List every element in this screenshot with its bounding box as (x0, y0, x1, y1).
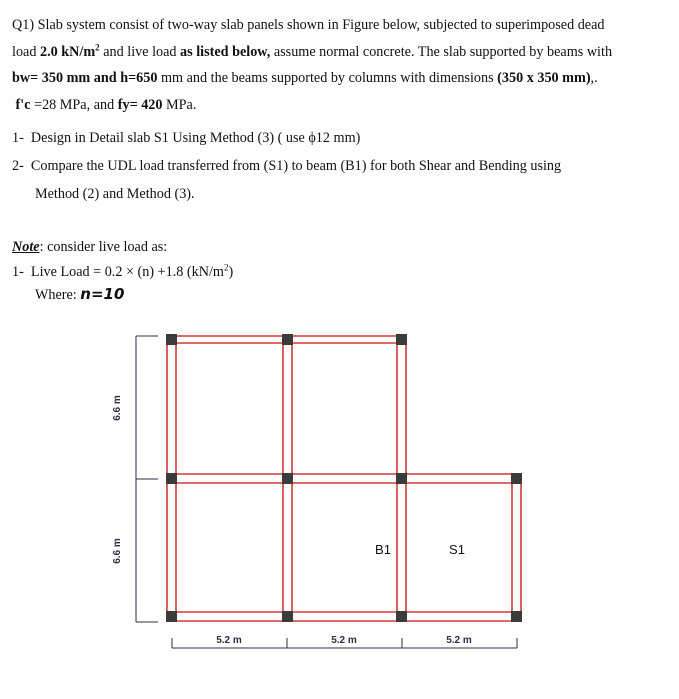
live-load-ref: as listed below, (180, 43, 271, 60)
beam-dims: bw= 350 mm and h=650 (12, 70, 158, 86)
slab-label-s1: S1 (449, 542, 465, 557)
column (166, 611, 177, 622)
fc-label: f'c (15, 96, 31, 113)
dead-load-value: 2.0 kN/m (39, 43, 96, 60)
dim-label-vertical-bottom: 6.6 m (112, 538, 123, 564)
text: =28 MPa, and (30, 96, 118, 113)
dim-label-horizontal-1: 5.2 m (216, 635, 242, 646)
text: MPa. (162, 96, 197, 113)
superscript: 2 (95, 41, 100, 52)
text: and live load (99, 43, 181, 60)
dimension-lines (112, 336, 517, 648)
text: load (12, 43, 40, 60)
task-text: Design in Detail slab S1 Using Method (3) ( use ϕ12 mm) (30, 130, 361, 146)
text: ) (228, 264, 234, 280)
beams (167, 336, 521, 621)
note-text: : consider live load as: (39, 239, 168, 255)
column-dims: (350 x 350 mm) (497, 70, 591, 86)
task-number: 2- (12, 158, 24, 174)
fy-label: fy (117, 96, 130, 113)
problem-line-1: Q1) Slab system consist of two-way slab panels shown in Figure below, subjected to superimposed dead (12, 17, 605, 33)
column (282, 473, 293, 484)
dim-label-vertical-top: 6.6 m (112, 395, 123, 421)
column (511, 611, 522, 622)
column (396, 473, 407, 484)
columns (166, 334, 522, 622)
task-text: Method (2) and Method (3). (35, 186, 195, 202)
column (282, 334, 293, 345)
n-value: n=10 (80, 285, 125, 303)
task-number: 1- (12, 130, 24, 146)
where-label: Where: (35, 287, 77, 303)
text: mm and the beams supported by columns with dimensions (157, 70, 498, 86)
formula-text: Live Load = 0.2 × (n) +1.8 (kN/m (30, 264, 224, 280)
dim-label-horizontal-3: 5.2 m (446, 635, 472, 646)
text: assume normal concrete. The slab supported by beams with (270, 43, 613, 60)
column (166, 334, 177, 345)
column (282, 611, 293, 622)
column (511, 473, 522, 484)
item-number: 1- (12, 264, 24, 280)
column (166, 473, 177, 484)
task-text: Compare the UDL load transferred from (S1) to beam (B1) for both Shear and Bending using (30, 158, 562, 174)
text: ,. (590, 70, 598, 86)
column (396, 334, 407, 345)
dim-label-horizontal-2: 5.2 m (331, 635, 357, 646)
column (396, 611, 407, 622)
beam-label-b1: B1 (375, 542, 391, 557)
superscript: 2 (223, 262, 229, 273)
fy-value: = 420 (129, 96, 163, 113)
note-label: Note (12, 239, 40, 255)
